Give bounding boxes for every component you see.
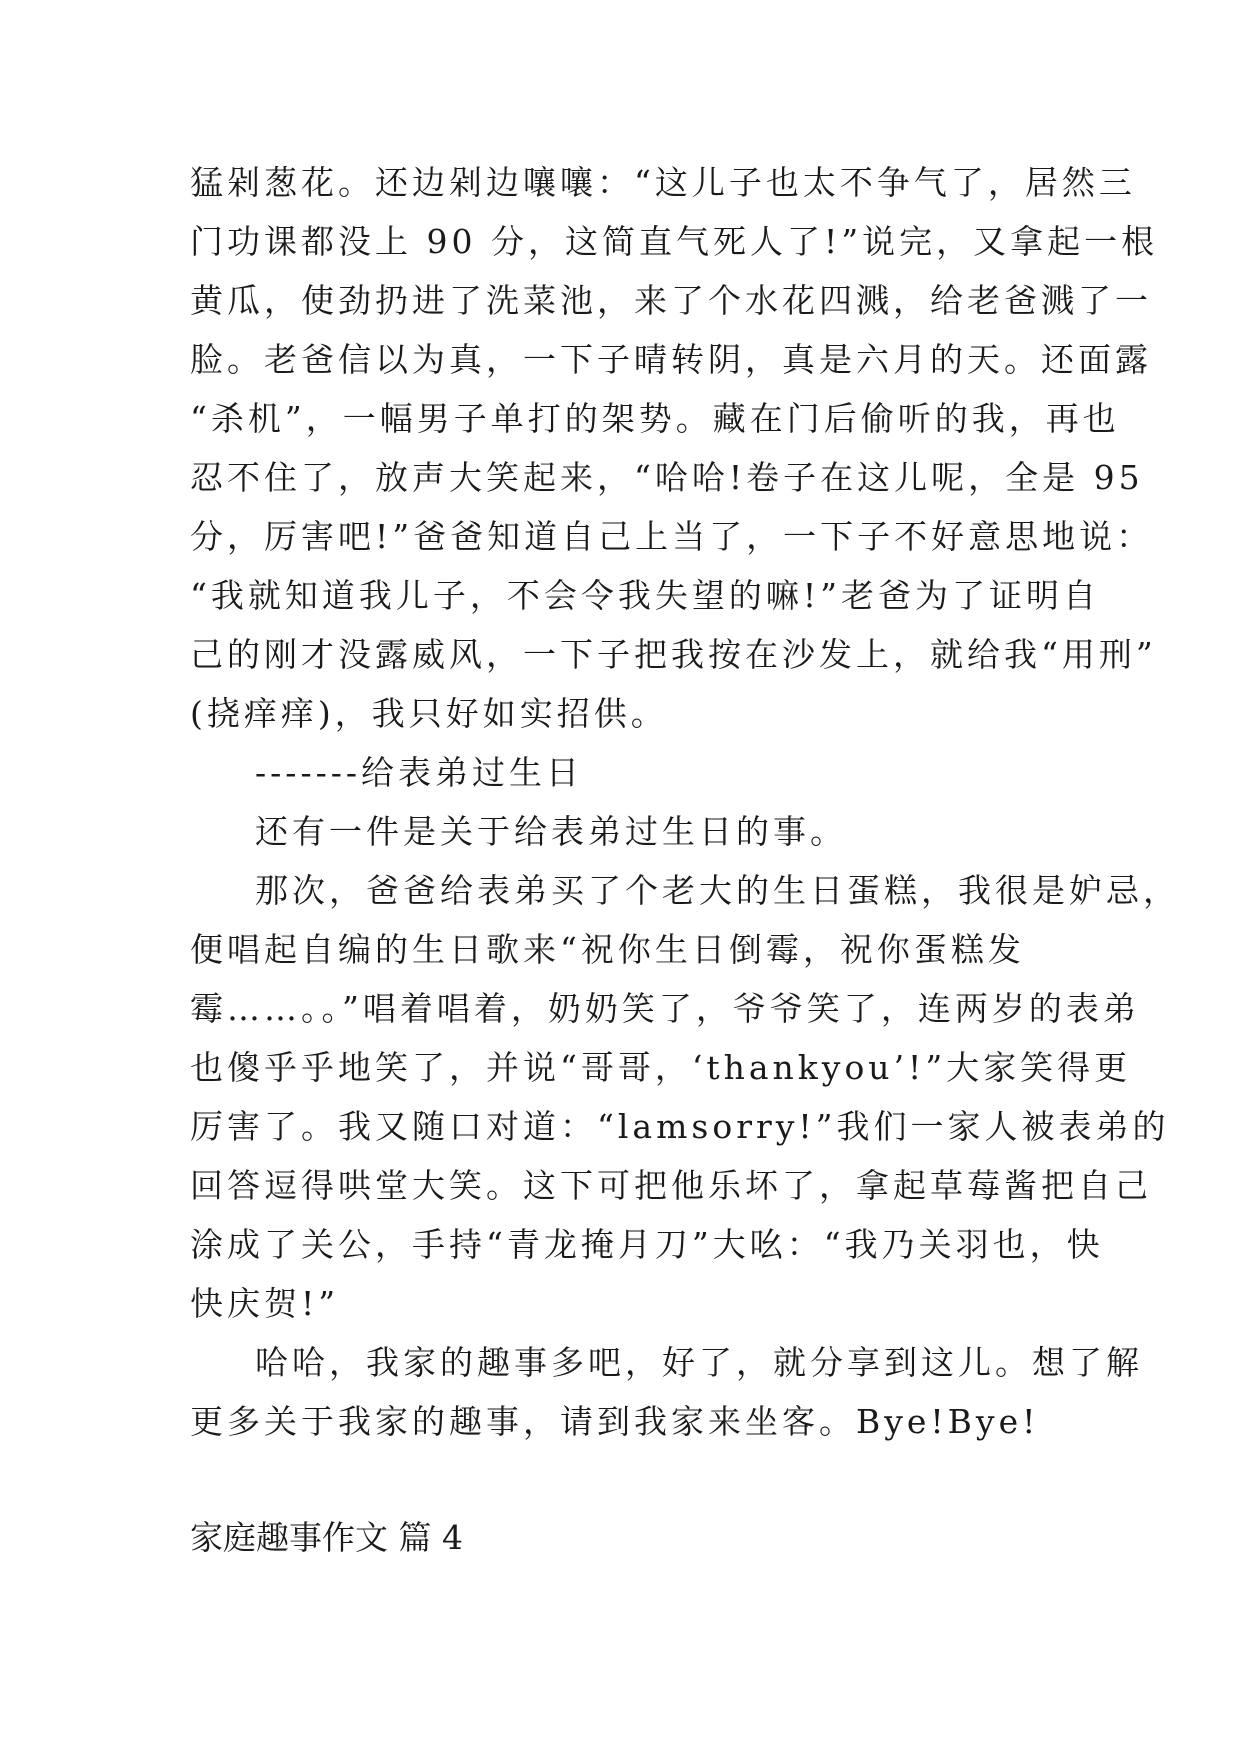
text-line: 那次，爸爸给表弟买了个老大的生日蛋糕，我很是妒忌， [255, 871, 1180, 910]
text-line: 便唱起自编的生日歌来“祝你生日倒霉，祝你蛋糕发 [190, 930, 1025, 969]
text-line: 黄瓜，使劲扔进了洗菜池，来了个水花四溅，给老爸溅了一 [190, 281, 1152, 320]
text-line: 还有一件是关于给表弟过生日的事。 [255, 812, 847, 851]
text-line: 快庆贺!” [190, 1284, 340, 1323]
text-line: “杀机”，一幅男子单打的架势。藏在门后偷听的我，再也 [190, 399, 1120, 438]
text-line: 涂成了关公，手持“青龙掩月刀”大吆：“我乃关羽也，快 [190, 1225, 1104, 1264]
text-line: 哈哈，我家的趣事多吧，好了，就分享到这儿。想了解 [255, 1343, 1143, 1382]
text-line: 厉害了。我又随口对道：“lamsorry!”我们一家人被表弟的 [190, 1107, 1170, 1146]
text-line: 脸。老爸信以为真，一下子晴转阴，真是六月的天。还面露 [190, 340, 1152, 379]
text-line: 也傻乎乎地笑了，并说“哥哥，‘thankyou’!”大家笑得更 [190, 1048, 1132, 1087]
text-line: 门功课都没上 90 分，这简直气死人了!”说完，又拿起一根 [190, 222, 1159, 261]
text-line: 猛剁葱花。还边剁边嚷嚷：“这儿子也太不争气了，居然三 [190, 163, 1136, 202]
subheading-line: -------给表弟过生日 [255, 753, 584, 792]
text-line: 更多关于我家的趣事，请到我家来坐客。Bye!Bye! [190, 1402, 1040, 1441]
text-line: 分，厉害吧!”爸爸知道自己上当了，一下子不好意思地说： [190, 517, 1154, 556]
text-line: 回答逗得哄堂大笑。这下可把他乐坏了，拿起草莓酱把自己 [190, 1166, 1152, 1205]
text-line: “我就知道我儿子，不会令我失望的嘛!”老爸为了证明自 [190, 576, 1101, 615]
text-line: 忍不住了，放声大笑起来，“哈哈!卷子在这儿呢，全是 95 [190, 458, 1144, 497]
text-line: 己的刚才没露威风，一下子把我按在沙发上，就给我“用刑” [190, 635, 1157, 674]
section-heading: 家庭趣事作文 篇 4 [190, 1518, 463, 1557]
text-line: (挠痒痒)，我只好如实招供。 [190, 694, 668, 733]
text-line: 霉……。。”唱着唱着，奶奶笑了，爷爷笑了，连两岁的表弟 [190, 989, 1140, 1028]
